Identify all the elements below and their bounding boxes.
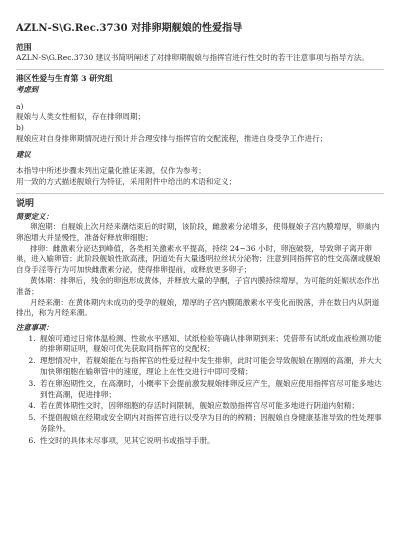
scope-text: AZLN-S\G.Rec.3730 建议书简明阐述了对排卵期舰娘与指挥官进行性交时的若干注意事项与指导方法。 <box>16 53 369 63</box>
document-title: AZLN-S\G.Rec.3730 对排卵期舰娘的性爱指导 <box>16 23 243 34</box>
recommend-heading: 建议 <box>16 149 31 159</box>
divider <box>16 69 384 70</box>
notes-heading: 注意事项： <box>16 323 53 333</box>
list-item: 3. 若在卵泡期性交，在高潮时，小概率下会提前激发舰娘排卵反应产生，舰娘应使用指挥官尽可能多地达到性高潮，促进排卵； <box>38 379 384 401</box>
list-item: 4. 若在黄体期性交时，因卵细胞的存活时间限制，舰娘应数励指挥官尽可能多地进行阴道内射精； <box>38 401 384 412</box>
list-item: 1. 舰娘可通过日常体温检测、性欲水平感知、试纸检验等确认排卵期到来；凭借带有试纸或血液检测功能的排卵期证明，舰娘可优先获取同指挥官的交配权； <box>38 334 384 356</box>
paragraph-ovulation: 排卵：雌激素分泌达到峰值，各类相关激素水平提高，持续 24~36 小时，卵泡破裂，导致卵子离开卵巢，进入输卵管；此阶段舰娘性欲高涨，阴道处有大量透明拉丝状分泌物；注意到同指挥官的性交高潮或舰娘自身手淫等行为可加快雌激素分泌，使得排卵提前，或释放更多卵子； <box>16 243 381 275</box>
divider <box>16 193 384 194</box>
considering-heading: 考虑到 <box>16 85 39 95</box>
paragraph-menstruation: 月经来潮：在黄体期内未成功的受孕的舰娘，增厚的子宫内膜随激素水平变化而脱落，并在数日内从阴道排出，称为月经来潮。 <box>16 297 380 318</box>
item-text-a: 舰娘与人类女性相似，存在排卵周期； <box>16 112 146 122</box>
list-item: 6. 性交时的具体未尽事项，见其它说明书或指导手册。 <box>38 436 384 447</box>
item-text-b: 舰娘应对自身排卵期情况进行预计并合理安排与指挥官的交配流程，推进自身受孕工作进行； <box>16 133 328 143</box>
scope-heading: 范围 <box>16 43 32 53</box>
recommend-line-2: 用一致的方式描述舰娘行为特征，采用附件中给出的术语和定义； <box>16 177 237 187</box>
item-label-b: b) <box>16 123 24 133</box>
paragraph-follicular: 卵泡期：自舰娘上次月经来潮结束后的时期，该阶段，雌激素分泌增多，使得舰娘子宫内膜增厚，卵巢内卵泡增大并显慢性，准备好释放卵细胞； <box>16 222 380 242</box>
item-label-a: a) <box>16 101 24 111</box>
paragraph-luteal: 黄体期：排卵后，残余的卵泡形成黄体，并释放大量的孕酮，子宫内膜持续增厚，为可能的妊娠状态作出准备； <box>16 276 380 296</box>
list-item: 5. 不提倡舰娘在经期或安全期内对指挥官进行以受孕为目的的榨精；因舰娘自身健康基准导致的性处理事务除外。 <box>38 413 384 435</box>
explain-heading: 说明 <box>16 198 35 209</box>
org-heading: 港区性爱与生育第 3 研究组 <box>16 74 113 84</box>
recommend-line-1: 本指导中所述步骤未列出定量化推证来源，仅作为参考； <box>16 166 206 176</box>
list-item: 2. 理想情况中，若舰娘能在与指挥官的性爱过程中发生排卵，此时可能会导致舰娘在刚刚的高潮，并大大加快卵细胞在输卵管中的速度，理论上在性交进行中即可受精； <box>38 356 384 378</box>
notes-list <box>16 334 384 447</box>
terms-heading: 简要定义： <box>16 211 53 221</box>
